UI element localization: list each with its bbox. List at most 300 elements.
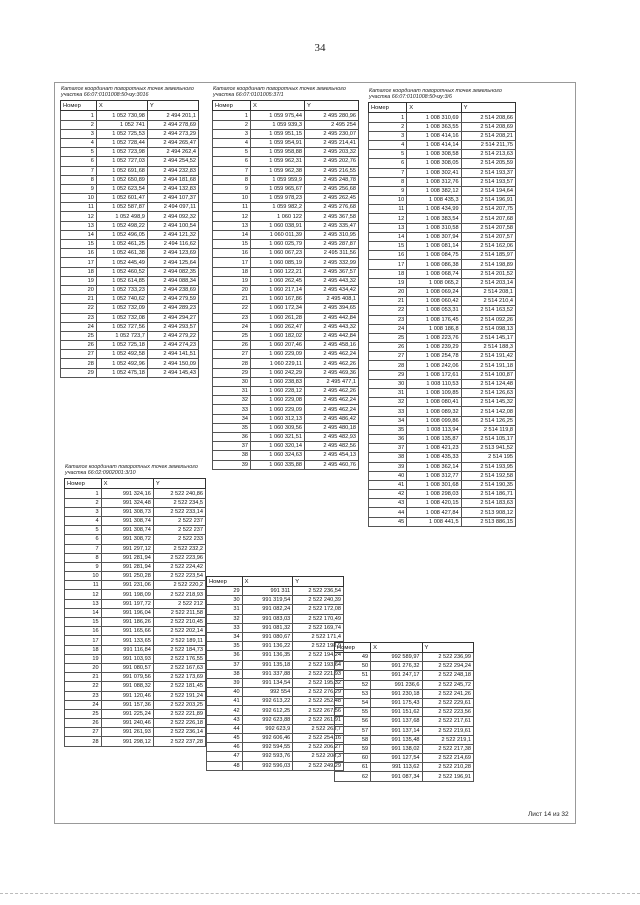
table-row (213, 184, 359, 193)
point-number: 43 (369, 499, 407, 508)
coordinate-x: 991 250,28 (101, 572, 153, 581)
coordinate-y: 2 494 274,23 (147, 341, 198, 350)
header-number: Номер (65, 479, 102, 489)
point-number: 21 (65, 673, 102, 682)
point-number: 22 (213, 304, 251, 313)
point-number: 24 (65, 700, 102, 709)
coordinate-x: 1 060 229,09 (250, 350, 304, 359)
point-number: 27 (213, 350, 251, 359)
coordinate-y: 2 522 210,28 (422, 763, 473, 772)
coordinate-y: 2 522 184,73 (153, 645, 205, 654)
coordinate-x: 991 081,32 (242, 623, 293, 632)
coordinate-x: 991 080,57 (101, 663, 153, 672)
coordinate-x: 1 008 068,74 (407, 269, 461, 278)
coordinate-y: 2 495 262,45 (304, 194, 358, 203)
point-number: 23 (65, 691, 102, 700)
coordinate-y: 2 495 216,55 (304, 166, 358, 175)
coordinate-x: 1 052 492,96 (96, 359, 147, 368)
coordinate-y: 2 495 394,65 (304, 304, 358, 313)
coordinate-y: 2 514 191,42 (461, 352, 515, 361)
coordinate-x: 1 008 382,12 (407, 186, 461, 195)
coordinate-x: 1 052 732,09 (96, 304, 147, 313)
coordinate-y: 2 522 226,18 (153, 719, 205, 728)
table-row (207, 614, 344, 623)
coordinate-x: 992 613,22 (242, 697, 293, 706)
coordinate-y: 2 494 201,1 (147, 111, 198, 120)
point-number: 29 (61, 368, 97, 377)
coordinate-x: 1 052 496,05 (96, 230, 147, 239)
coordinate-y: 2 495 335,47 (304, 221, 358, 230)
table-row (213, 111, 359, 120)
coordinate-x: 1 008 113,94 (407, 425, 461, 434)
coordinate-y: 2 495 477,1 (304, 377, 358, 386)
coordinate-y: 2 514 203,14 (461, 278, 515, 287)
table-row (369, 260, 516, 269)
coordinate-x: 1 060 324,63 (250, 451, 304, 460)
coordinate-x: 991 281,94 (101, 562, 153, 571)
coordinate-x: 991 120,46 (101, 691, 153, 700)
coordinate-x: 992 606,46 (242, 734, 293, 743)
table-row (335, 772, 474, 781)
point-number: 62 (335, 772, 371, 781)
point-number: 8 (369, 177, 407, 186)
point-number: 15 (65, 618, 102, 627)
coordinate-y: 2 495 482,93 (304, 432, 358, 441)
coordinates-grid (212, 100, 359, 469)
coordinate-y: 2 513 941,52 (461, 444, 515, 453)
coordinate-y: 2 522 224,42 (153, 562, 205, 571)
coordinate-y: 2 522 263,7 (293, 724, 344, 733)
table-row (335, 689, 474, 698)
table-row (213, 175, 359, 184)
coordinate-y: 2 495 311,56 (304, 249, 358, 258)
table-row (61, 203, 199, 212)
coordinate-y: 2 495 462,26 (304, 359, 358, 368)
coordinate-x: 1 008 135,87 (407, 434, 461, 443)
coordinate-y: 2 522 169,74 (293, 623, 344, 632)
point-number: 13 (65, 599, 102, 608)
coordinate-x: 1 060 238,83 (250, 377, 304, 386)
coordinate-y: 2 514 201,52 (461, 269, 515, 278)
table-row (207, 642, 344, 651)
coordinate-x: 991 087,34 (371, 772, 422, 781)
coordinate-x: 1 052 461,38 (96, 249, 147, 258)
coordinate-x: 1 008 362,14 (407, 462, 461, 471)
point-number: 13 (61, 221, 97, 230)
coordinate-x: 1 008 186,8 (407, 324, 461, 333)
point-number: 28 (213, 359, 251, 368)
coordinate-y: 2 494 116,62 (147, 240, 198, 249)
coordinate-x: 1 060 229,09 (250, 405, 304, 414)
table-row (61, 267, 199, 276)
header-y: Y (147, 101, 198, 111)
coordinate-y: 2 495 214,41 (304, 138, 358, 147)
coordinate-x: 1 052 728,44 (96, 138, 147, 147)
coordinate-x: 1 008 080,41 (407, 398, 461, 407)
table-row (65, 645, 206, 654)
coordinate-y: 2 522 219,1 (422, 735, 473, 744)
table-row (61, 295, 199, 304)
table-row (335, 653, 474, 662)
point-number: 30 (369, 379, 407, 388)
table-row (61, 129, 199, 138)
coordinate-y: 2 514 193,95 (461, 462, 515, 471)
coordinate-x: 991 103,93 (101, 654, 153, 663)
point-number: 15 (61, 240, 97, 249)
point-number: 17 (369, 260, 407, 269)
table-row (61, 111, 199, 120)
table-row (213, 304, 359, 313)
point-number: 25 (61, 331, 97, 340)
table-row (65, 507, 206, 516)
table-caption: Каталог координат поворотных точек земельного участка 66:07:0101008:50чзу:3016 (61, 86, 194, 99)
point-number: 13 (369, 223, 407, 232)
point-number: 7 (61, 166, 97, 175)
coordinate-x: 1 052 691,68 (96, 166, 147, 175)
coordinate-x: 991 247,17 (371, 671, 422, 680)
coordinate-x: 991 157,36 (101, 700, 153, 709)
coordinate-x: 1 060 217,14 (250, 285, 304, 294)
table-row (207, 761, 344, 770)
coordinate-y: 2 494 123,69 (147, 249, 198, 258)
point-number: 31 (213, 387, 251, 396)
table-row (207, 688, 344, 697)
point-number: 16 (213, 249, 251, 258)
point-number: 25 (369, 333, 407, 342)
table-row (65, 590, 206, 599)
point-number: 12 (369, 214, 407, 223)
point-number: 6 (65, 535, 102, 544)
coordinate-x: 991 133,65 (101, 636, 153, 645)
coordinate-x: 991 298,12 (101, 737, 153, 746)
coordinate-x: 991 198,09 (101, 590, 153, 599)
coordinate-y: 2 522 208,3 (293, 752, 344, 761)
point-number: 16 (65, 627, 102, 636)
coordinate-y: 2 514 198,89 (461, 260, 515, 269)
coordinate-y: 2 514 193,37 (461, 168, 515, 177)
coordinate-x: 1 008 420,15 (407, 499, 461, 508)
coordinate-y: 2 494 254,52 (147, 157, 198, 166)
coordinate-y: 2 495 442,84 (304, 313, 358, 322)
coordinate-x: 1 008 110,53 (407, 379, 461, 388)
table-row (369, 269, 516, 278)
coordinate-x: 991 231,06 (101, 581, 153, 590)
table-row (65, 618, 206, 627)
table-row (61, 148, 199, 157)
table-row (65, 544, 206, 553)
table-row (213, 157, 359, 166)
coordinate-y: 2 494 141,51 (147, 350, 198, 359)
header-y: Y (293, 577, 344, 587)
point-number: 5 (369, 150, 407, 159)
header-x: X (242, 577, 293, 587)
table-row (369, 287, 516, 296)
coordinate-x: 991 276,32 (371, 662, 422, 671)
table-row (207, 678, 344, 687)
point-number: 18 (369, 269, 407, 278)
table-row (369, 251, 516, 260)
coordinate-y: 2 522 294,24 (422, 662, 473, 671)
table-row (369, 242, 516, 251)
coordinate-x: 1 052 475,18 (96, 368, 147, 377)
point-number: 12 (65, 590, 102, 599)
table-row (213, 295, 359, 304)
point-number: 9 (61, 184, 97, 193)
coordinate-y: 2 522 236,14 (153, 728, 205, 737)
table-row (213, 341, 359, 350)
coordinate-x: 1 008 242,06 (407, 361, 461, 370)
coordinate-y: 2 514 207,58 (461, 223, 515, 232)
coordinate-y: 2 514 142,08 (461, 407, 515, 416)
point-number: 39 (213, 460, 251, 469)
coordinate-y: 2 495 367,57 (304, 267, 358, 276)
sheet-footer: Лист 14 из 32 (528, 811, 569, 818)
point-number: 1 (61, 111, 97, 120)
header-x: X (371, 643, 422, 653)
table-row (213, 230, 359, 239)
point-number: 22 (65, 682, 102, 691)
point-number: 27 (369, 352, 407, 361)
table-row (369, 398, 516, 407)
coordinate-y: 2 495 230,07 (304, 129, 358, 138)
point-number: 14 (61, 230, 97, 239)
table-row (369, 214, 516, 223)
point-number: 43 (207, 715, 243, 724)
coordinate-x: 1 008 427,84 (407, 508, 461, 517)
table-row (65, 498, 206, 507)
coordinate-x: 1 008 434,99 (407, 205, 461, 214)
coordinate-y: 2 495 458,16 (304, 341, 358, 350)
coordinate-y: 2 495 443,32 (304, 276, 358, 285)
table-row (369, 168, 516, 177)
point-number: 1 (369, 113, 407, 122)
coordinate-x: 1 008 312,77 (407, 471, 461, 480)
table-row (213, 359, 359, 368)
table-row (369, 131, 516, 140)
coordinate-y: 2 522 217,61 (422, 717, 473, 726)
table-row (61, 221, 199, 230)
table-row (65, 737, 206, 746)
coordinate-y: 2 494 279,59 (147, 295, 198, 304)
coordinate-x: 991 175,43 (371, 698, 422, 707)
point-number: 9 (65, 562, 102, 571)
header-y: Y (304, 101, 358, 111)
point-number: 27 (61, 350, 97, 359)
coordinate-y: 2 495 442,84 (304, 331, 358, 340)
coordinate-y: 2 494 294,27 (147, 313, 198, 322)
coordinate-x: 1 008 065,2 (407, 278, 461, 287)
coordinate-x: 1 008 435,33 (407, 453, 461, 462)
coordinate-y: 2 522 220,2 (153, 581, 205, 590)
table-row (369, 444, 516, 453)
coordinate-x: 991 134,54 (242, 678, 293, 687)
point-number: 36 (207, 651, 243, 660)
table-row (213, 138, 359, 147)
coordinate-y: 2 514 162,06 (461, 242, 515, 251)
coordinate-y: 2 514 126,25 (461, 416, 515, 425)
table-row (207, 651, 344, 660)
table-row (61, 258, 199, 267)
table-row (369, 150, 516, 159)
coordinate-x: 1 052 725,18 (96, 341, 147, 350)
coordinate-x: 991 137,68 (371, 717, 422, 726)
coordinate-x: 1 008 254,78 (407, 352, 461, 361)
coordinate-y: 2 514 163,52 (461, 306, 515, 315)
coordinate-y: 2 494 125,64 (147, 258, 198, 267)
coordinate-y: 2 522 229,61 (422, 698, 473, 707)
coordinates-grid (368, 102, 516, 526)
coordinate-y: 2 495 367,58 (304, 212, 358, 221)
coordinate-y: 2 514 211,75 (461, 140, 515, 149)
table-row (65, 728, 206, 737)
coordinate-x: 1 052 727,56 (96, 322, 147, 331)
coordinate-x: 1 059 939,3 (250, 120, 304, 129)
table-row (213, 276, 359, 285)
table-row (213, 387, 359, 396)
table-row (65, 663, 206, 672)
point-number: 26 (213, 341, 251, 350)
point-number: 26 (61, 341, 97, 350)
table-row (369, 416, 516, 425)
point-number: 37 (369, 444, 407, 453)
coordinate-y: 2 522 206,27 (293, 743, 344, 752)
table-row (335, 754, 474, 763)
coordinate-x: 1 059 962,38 (250, 166, 304, 175)
point-number: 24 (61, 322, 97, 331)
table-row (61, 194, 199, 203)
point-number: 8 (213, 175, 251, 184)
table-row (335, 735, 474, 744)
point-number: 23 (61, 313, 97, 322)
table-row (61, 175, 199, 184)
coordinate-x: 991 240,46 (101, 719, 153, 728)
coordinate-y: 2 494 181,68 (147, 175, 198, 184)
coordinate-y: 2 514 196,91 (461, 196, 515, 205)
point-number: 2 (213, 120, 251, 129)
point-number: 10 (61, 194, 97, 203)
coordinate-x: 1 059 954,91 (250, 138, 304, 147)
header-y: Y (153, 479, 205, 489)
coordinate-y: 2 522 173,69 (153, 673, 205, 682)
coordinate-x: 991 083,03 (242, 614, 293, 623)
table-row (213, 240, 359, 249)
table-row (369, 122, 516, 131)
point-number: 24 (369, 324, 407, 333)
coordinate-x: 992 589,97 (371, 653, 422, 662)
coordinate-x: 1 008 172,61 (407, 370, 461, 379)
table-row (369, 159, 516, 168)
table-row (213, 432, 359, 441)
point-number: 41 (207, 697, 243, 706)
coordinate-y: 2 495 408,1 (304, 295, 358, 304)
coordinate-y: 2 514 100,87 (461, 370, 515, 379)
point-number: 10 (369, 196, 407, 205)
coordinate-x: 1 060 085,19 (250, 258, 304, 267)
point-number: 10 (65, 572, 102, 581)
point-number: 5 (61, 148, 97, 157)
coordinate-x: 1 052 623,54 (96, 184, 147, 193)
coordinate-x: 1 059 951,15 (250, 129, 304, 138)
coordinate-y: 2 522 221,89 (153, 709, 205, 718)
coordinate-x: 1 008 081,14 (407, 242, 461, 251)
coordinate-y: 2 522 234,5 (153, 498, 205, 507)
table-row (65, 581, 206, 590)
coordinate-y: 2 522 232,2 (153, 544, 205, 553)
coordinate-y: 2 522 223,56 (422, 708, 473, 717)
coordinate-x: 1 052 741 (96, 120, 147, 129)
coordinate-x: 991 230,18 (371, 689, 422, 698)
coordinate-x: 991 151,62 (371, 708, 422, 717)
point-number: 3 (369, 131, 407, 140)
point-number: 31 (207, 605, 243, 614)
coordinate-y: 2 522 193,64 (293, 660, 344, 669)
point-number: 42 (207, 706, 243, 715)
point-number: 21 (213, 295, 251, 304)
coordinate-y: 2 495 462,24 (304, 396, 358, 405)
point-number: 52 (335, 680, 371, 689)
coordinate-y: 2 522 267,56 (293, 706, 344, 715)
coordinate-y: 2 522 233 (153, 535, 205, 544)
coordinate-x: 991 088,32 (101, 682, 153, 691)
point-number: 34 (369, 416, 407, 425)
coordinate-x: 991 082,24 (242, 605, 293, 614)
table-row (207, 724, 344, 733)
point-number: 4 (61, 138, 97, 147)
point-number: 20 (61, 285, 97, 294)
table-row (213, 148, 359, 157)
coordinate-x: 1 008 099,86 (407, 416, 461, 425)
coordinate-y: 2 514 119,8 (461, 425, 515, 434)
coordinate-x: 1 060 038,91 (250, 221, 304, 230)
coordinate-y: 2 522 203,25 (153, 700, 205, 709)
coordinate-x: 1 060 067,23 (250, 249, 304, 258)
coordinate-x: 1 052 727,03 (96, 157, 147, 166)
table-row (61, 350, 199, 359)
coordinate-x: 1 008 308,58 (407, 150, 461, 159)
table-row (369, 370, 516, 379)
table-row (213, 368, 359, 377)
point-number: 30 (213, 377, 251, 386)
coordinate-y: 2 495 462,26 (304, 387, 358, 396)
coordinates-grid (60, 100, 199, 377)
coordinate-y: 2 494 278,69 (147, 120, 198, 129)
point-number: 7 (213, 166, 251, 175)
table-row (65, 627, 206, 636)
point-number: 11 (61, 203, 97, 212)
point-number: 39 (207, 678, 243, 687)
point-number: 19 (369, 278, 407, 287)
table-row (65, 719, 206, 728)
point-number: 20 (213, 285, 251, 294)
coordinate-y: 2 495 248,78 (304, 175, 358, 184)
coordinates-table-6 (334, 642, 474, 782)
coordinate-x: 992 554 (242, 688, 293, 697)
table-row (369, 361, 516, 370)
point-number: 33 (207, 623, 243, 632)
coordinate-y: 2 522 210,45 (153, 618, 205, 627)
point-number: 49 (335, 653, 371, 662)
coordinate-y: 2 522 214,69 (422, 754, 473, 763)
coordinate-y: 2 514 195 (461, 453, 515, 462)
table-row (369, 186, 516, 195)
point-number: 56 (335, 717, 371, 726)
coordinate-x: 1 060 229,11 (250, 359, 304, 368)
header-number: Номер (335, 643, 371, 653)
point-number: 53 (335, 689, 371, 698)
coordinates-table-4 (64, 464, 206, 747)
header-number: Номер (369, 103, 407, 113)
coordinate-y: 2 514 208,21 (461, 131, 515, 140)
